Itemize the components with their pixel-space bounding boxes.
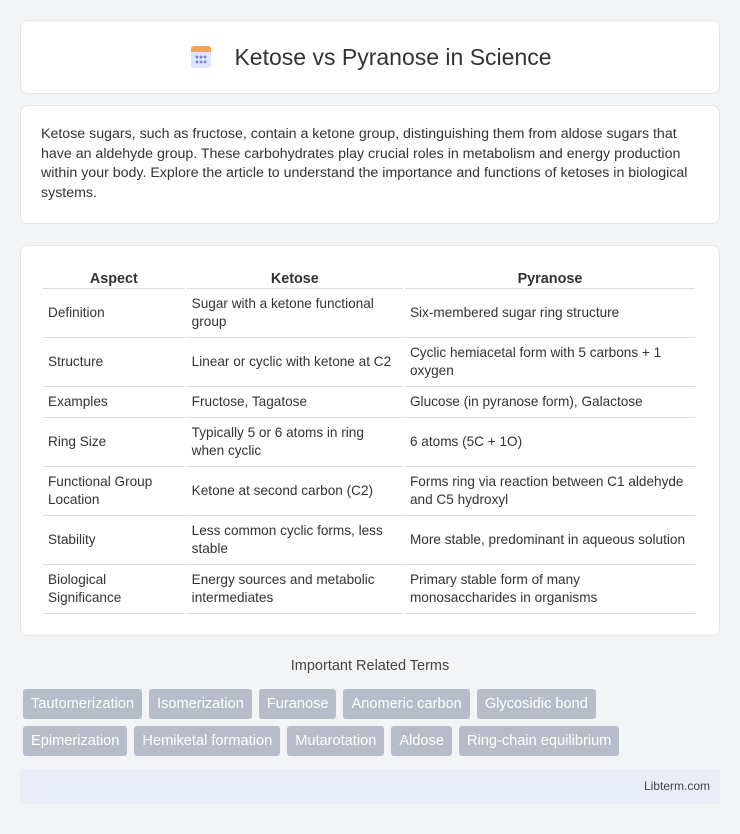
tag-epimerization[interactable]: Epimerization xyxy=(23,726,127,756)
tag-anomeric-carbon[interactable]: Anomeric carbon xyxy=(343,689,469,719)
table-cell: Primary stable form of many monosaccharides in organisms xyxy=(405,565,695,614)
table-cell: Stability xyxy=(43,516,185,565)
table-row xyxy=(43,565,695,614)
related-terms-title: Important Related Terms xyxy=(290,658,450,674)
table-cell: Ring Size xyxy=(43,418,185,467)
table-cell: Forms ring via reaction between C1 aldehyde and C5 hydroxyl xyxy=(405,467,695,516)
table-cell: Typically 5 or 6 atoms in ring when cyclic xyxy=(187,418,403,467)
tag-row xyxy=(23,689,723,719)
table-cell: Energy sources and metabolic intermediates xyxy=(187,565,403,614)
tag-furanose[interactable]: Furanose xyxy=(259,689,337,719)
table-row xyxy=(43,338,695,387)
header-ketose: Ketose xyxy=(187,266,403,289)
table-cell: Structure xyxy=(43,338,185,387)
table-cell: Definition xyxy=(43,289,185,338)
intro-text: Ketose sugars, such as fructose, contain a ketone group, distinguishing them from aldose sugars that have an aldehyde group. These carbohydrates play crucial roles in metabolism and energy production within your body. Explore the article to understand the importance and functions of ketoses in biological systems. xyxy=(41,126,688,201)
tag-hemiketal-formation[interactable]: Hemiketal formation xyxy=(134,726,280,756)
table-row xyxy=(43,467,695,516)
footer xyxy=(20,769,720,804)
table-cell: Examples xyxy=(43,387,185,418)
table-cell: Biological Significance xyxy=(43,565,185,614)
table-cell: Functional Group Location xyxy=(43,467,185,516)
table-cell: Glucose (in pyranose form), Galactose xyxy=(405,387,695,418)
document-icon xyxy=(188,44,214,70)
table-cell: Ketone at second carbon (C2) xyxy=(187,467,403,516)
related-terms xyxy=(23,689,723,763)
tag-mutarotation[interactable]: Mutarotation xyxy=(287,726,384,756)
table-cell: Six-membered sugar ring structure xyxy=(405,289,695,338)
header-pyranose: Pyranose xyxy=(405,266,695,289)
table-row xyxy=(43,289,695,338)
comparison-table xyxy=(41,266,697,614)
table-cell: Less common cyclic forms, less stable xyxy=(187,516,403,565)
footer-link[interactable]: Libterm.com xyxy=(643,779,710,793)
header-aspect: Aspect xyxy=(43,266,185,289)
table-cell: Sugar with a ketone functional group xyxy=(187,289,403,338)
tag-glycosidic-bond[interactable]: Glycosidic bond xyxy=(477,689,596,719)
page-title: Ketose vs Pyranose in Science xyxy=(234,43,552,70)
comparison-card xyxy=(20,245,720,636)
table-header-row xyxy=(43,266,695,289)
table-cell: Fructose, Tagatose xyxy=(187,387,403,418)
table-cell: Cyclic hemiacetal form with 5 carbons + 1 oxygen xyxy=(405,338,695,387)
title-card xyxy=(20,20,720,94)
tag-ring-chain-equilibrium[interactable]: Ring-chain equilibrium xyxy=(459,726,619,756)
table-cell: More stable, predominant in aqueous solution xyxy=(405,516,695,565)
tag-isomerization[interactable]: Isomerization xyxy=(149,689,252,719)
intro-card xyxy=(20,105,720,224)
table-cell: Linear or cyclic with ketone at C2 xyxy=(187,338,403,387)
table-row xyxy=(43,418,695,467)
tag-tautomerization[interactable]: Tautomerization xyxy=(23,689,142,719)
tag-aldose[interactable]: Aldose xyxy=(391,726,452,756)
tag-row xyxy=(23,726,723,756)
table-row xyxy=(43,387,695,418)
table-row xyxy=(43,516,695,565)
table-cell: 6 atoms (5C + 1O) xyxy=(405,418,695,467)
